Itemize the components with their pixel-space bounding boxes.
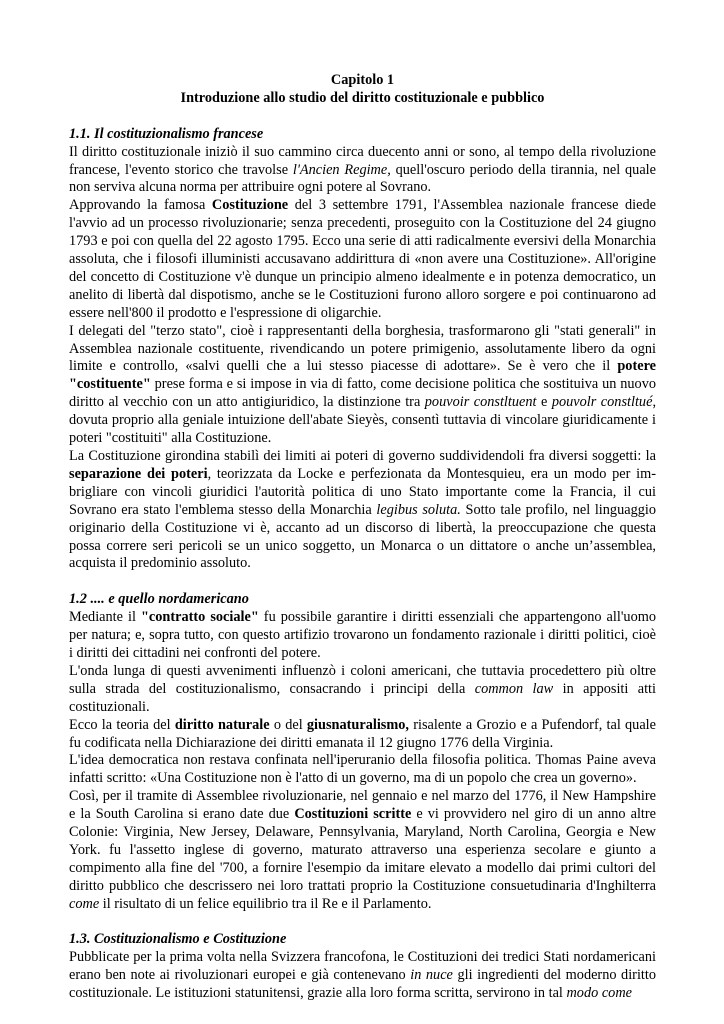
text-run: in appositi atti costituzionali. xyxy=(69,680,657,715)
italic-text: common law xyxy=(474,680,554,697)
text-run: Sotto tale profilo, nel linguaggio originario della Costituzione vi è, accanto ad un discorso di libertà, la preoccupazione che questa possa correre seri pericoli se un unico soggetto, un Monarca o un dittatore o anche un’assemblea, acquista il predominio assoluto. xyxy=(69,501,656,572)
italic-text: come xyxy=(69,895,100,912)
text-run: e vi provvidero nel giro di un anno altre Colonie: Virginia, New Jersey, Delaware, Pennsylvania, Maryland, North Carolina, Georgia e New York. fu l'assetto inglese di governo, maturato attraverso una esperienza secolare e giunto a compimento alla fine del '700, a fornire l'esempio da imitare elevato a modello dai primi cultori del diritto pubblico che descrissero nei loro trattati proprio la Costituzione consuetudinaria d'Inghilterra xyxy=(69,806,656,894)
document-body xyxy=(69,126,656,1003)
chapter-label: Capitolo 1 xyxy=(330,72,395,88)
italic-text: pouvoir constltuent xyxy=(424,394,537,411)
bold-text: potere "costituente" xyxy=(69,358,656,393)
section-3 xyxy=(69,931,656,1003)
italic-text: pouvolr constltué xyxy=(551,394,653,411)
text-run: Ecco la teoria del xyxy=(69,716,175,733)
text-run: L'idea democratica non restava confinata nell'iperuranio della filosofia politica. Thomas Paine aveva infatti scritto: «Una Costituzione non è l'atto di un governo, ma di un popolo che crea un governo». xyxy=(69,752,656,787)
section-1 xyxy=(69,126,656,574)
text-run: Mediante il xyxy=(69,609,141,626)
italic-text: come xyxy=(601,985,632,1002)
bold-text: giusnaturalismo, xyxy=(306,716,409,733)
section-title: 1.3. Costituzionalismo e Costituzione xyxy=(69,931,287,948)
italic-text: modo xyxy=(566,985,599,1002)
paragraph xyxy=(69,448,656,573)
text-run: e xyxy=(536,394,552,411)
text-run: gli ingredienti del moderno diritto costituzionale. Le istituzioni statunitensi, grazie alla loro forma scritta, servirono in tal xyxy=(69,967,657,1002)
bold-text: diritto naturale xyxy=(174,716,270,733)
section-2 xyxy=(69,591,656,913)
text-run: I delegati del "terzo stato", cioè i rappresentanti della borghesia, trasformarono gli "stati generali" in Assemblea nazionale costituente, rivendicando un potere primigenio, assolutamente libero da ogni limite e controllo, «salvi quelli che a lui stesso piacesse di adottare». Se è vero che il xyxy=(69,322,656,375)
italic-text: legibus soluta. xyxy=(376,501,461,518)
text-run: risalente a Grozio e a Pufendorf, tal quale fu codificata nella Dichiarazione dei diritti emanata il 12 giugno 1776 della Virginia. xyxy=(69,716,656,751)
text-run: , teorizzata da Locke e perfezionata da Montesquieu, era un modo per im-brigliare con vincoli giuridici l'autorità politica di uno Stato importante come la Francia, il cui Sovrano era stato l'emblema stesso della Monarchia xyxy=(69,465,656,518)
text-run: fu possibile garantire i diritti essenziali che appartengono all'uomo per natura; e, sopra tutto, con questo artifizio trovarono un fondamento razionale i diritti politici, cioè i diritti dei cittadini nei confronti del potere. xyxy=(69,609,656,661)
text-run: L'onda lunga di questi avvenimenti influenzò i coloni americani, che tuttavia procedettero più oltre sulla strada del costituzionalismo, consacrando i principi della xyxy=(69,662,656,697)
text-run: Pubblicate per la prima volta nella Svizzera francofona, le Costituzioni dei tredici Stati nordamericani erano ben note ai rivoluzionari europei e già contenevano xyxy=(69,949,656,984)
bold-text: Costituzione xyxy=(211,197,289,214)
bold-text: "contratto sociale" xyxy=(141,609,259,626)
paragraph xyxy=(69,949,656,1003)
paragraph xyxy=(69,717,656,753)
section-title: 1.2 .... e quello nordamericano xyxy=(69,591,249,608)
bold-text: separazione dei poteri xyxy=(69,465,208,482)
paragraph xyxy=(69,609,656,663)
paragraph xyxy=(69,788,656,913)
text-run: Il diritto costituzionale iniziò il suo cammino circa duecento anni or sono, al tempo della rivoluzione francese, l'evento storico che travolse xyxy=(69,143,656,178)
text-run: quell'oscuro periodo della tirannia, nel quale non serviva alcuna norma per attribuire ogni potere al Sovrano. xyxy=(69,161,656,196)
text-run: o del xyxy=(269,716,307,733)
paragraph xyxy=(69,144,656,198)
text-run: prese forma e si impose in via di fatto, come decisione politica che sostituiva un nuovo diritto al vecchio con un atto antigiuridico, la distinzione tra xyxy=(69,376,656,411)
text-run: Così, per il tramite di Assemblee rivoluzionarie, nel gennaio e nel marzo del 1776, il New Hampshire e la South Carolina si erano date due xyxy=(69,788,656,823)
text-run: La Costituzione girondina stabilì dei limiti ai poteri di governo suddividendoli fra diversi soggetti: la xyxy=(69,448,656,465)
text-run: il risultato di un felice equilibrio tra il Re e il Parlamento. xyxy=(99,895,432,912)
paragraph xyxy=(69,663,656,717)
bold-text: Costituzioni scritte xyxy=(294,806,412,823)
paragraph xyxy=(69,197,656,322)
text-run: , dovuta proprio alla geniale intuizione dell'abate Sieyès, consentì tuttavia di vincolare giuridicamente i poteri "costituiti" alla Costituzione. xyxy=(69,394,657,447)
italic-text: l'Ancien Regime, xyxy=(292,161,391,178)
chapter-title: Introduzione allo studio del diritto costituzionale e pubblico xyxy=(180,89,545,106)
italic-text: in nuce xyxy=(410,967,453,984)
paragraph xyxy=(69,323,656,448)
text-run: del 3 settembre 1791, l'Assemblea nazionale francese diede l'avvio ad un processo rivoluzionarie; senza precedenti, proseguito con la Costituzione del 24 giugno 1793 e poi con quella del 22 agosto 1795. Ecco una serie di atti radicalmente eversivi della Monarchia assoluta, che i filosofi illuministi accusavano addirittura di «non avere una Costituzione». All'origine del concetto di Costituzione v'è dunque un principio almeno idealmente e in potenza democratico, un anelito di libertà dal dispotismo, anche se le Costituzioni furono alloro sorgere e poi continuarono ad essere nell'800 il prodotto e l'espressione di oligarchie. xyxy=(69,197,656,321)
section-title: 1.1. Il costituzionalismo francese xyxy=(69,125,264,142)
text-run: Approvando la famosa xyxy=(69,197,212,214)
paragraph xyxy=(69,752,656,788)
